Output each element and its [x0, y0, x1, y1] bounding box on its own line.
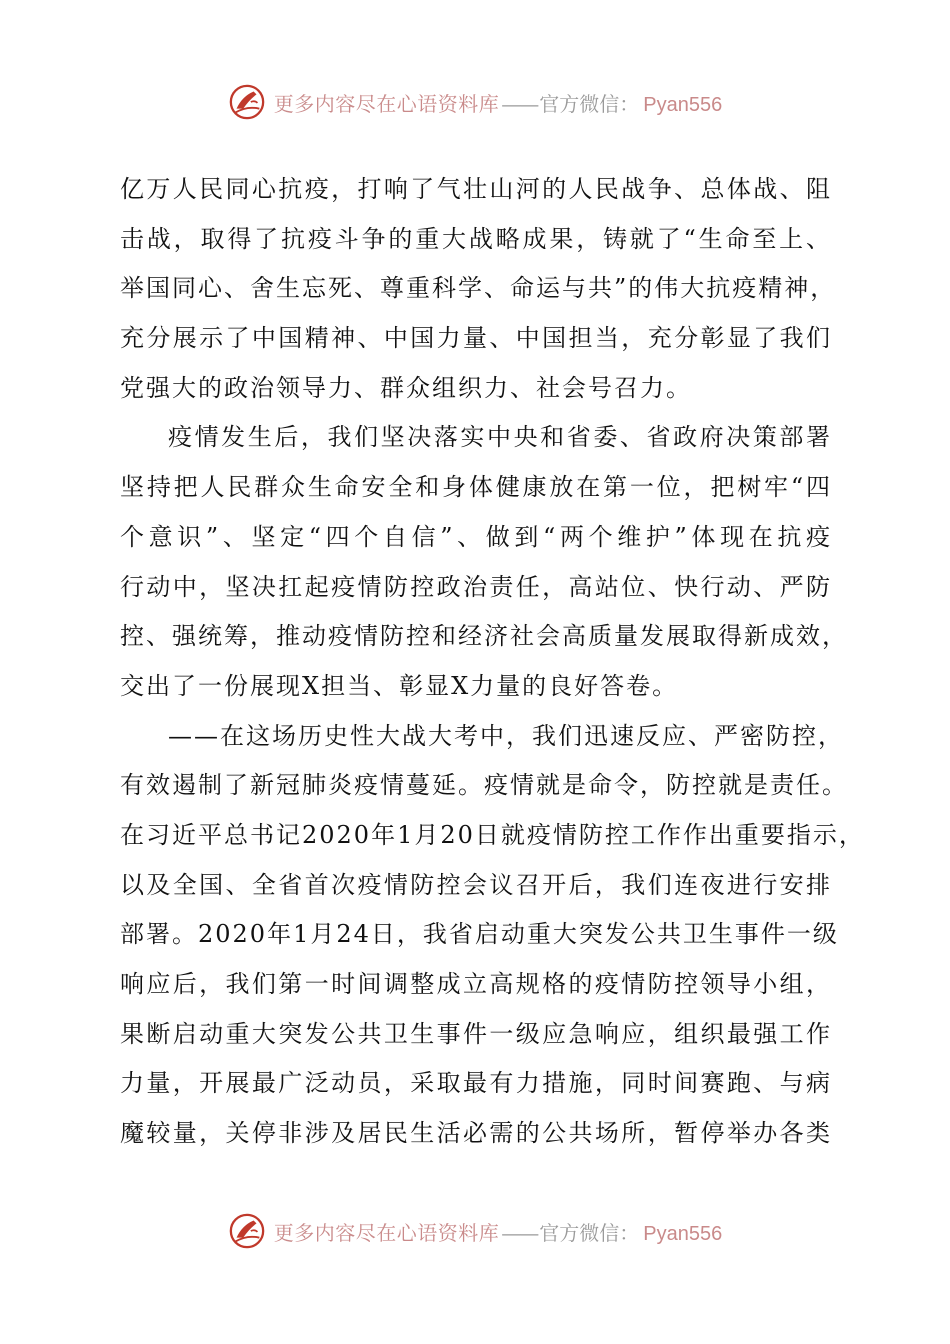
- text-line: 有效遏制了新冠肺炎疫情蔓延。疫情就是命令，防控就是责任。: [120, 771, 848, 800]
- footer-banner-text: [274, 1217, 722, 1246]
- text-line: 以及全国、全省首次疫情防控会议召开后，我们连夜进行安排: [120, 870, 832, 899]
- text-line: 亿万人民同心抗疫，打响了气壮山河的人民战争、总体战、阻: [120, 175, 832, 203]
- text-line: 个意识”、坚定“四个自信”、做到“两个维护”体现在抗疫: [120, 522, 832, 551]
- text-line: 击战，取得了抗疫斗争的重大战略成果，铸就了“生命至上、: [120, 224, 832, 253]
- header-site-text: 更多内容尽在心语资料库: [273, 91, 500, 116]
- text-line: 疫情发生后，我们坚决落实中央和省委、省政府决策部署: [168, 423, 832, 452]
- text-line: 魔较量，关停非涉及居民生活必需的公共场所，暂停举办各类: [120, 1119, 832, 1148]
- footer-dash: ——: [501, 1220, 538, 1245]
- footer-banner: [0, 1209, 950, 1253]
- header-banner: [0, 80, 950, 124]
- text-line: 举国同心、舍生忘死、尊重科学、命运与共”的伟大抗疫精神，: [120, 274, 837, 303]
- text-line: 充分展示了中国精神、中国力量、中国担当，充分彰显了我们: [120, 324, 832, 353]
- writing-hand-logo-icon: [228, 83, 266, 121]
- text-line: 果断启动重大突发公共卫生事件一级应急响应，组织最强工作: [120, 1019, 832, 1048]
- text-line: 党强大的政治领导力、群众组织力、社会号召力。: [120, 373, 692, 402]
- footer-wechat-id: Pyan556: [643, 1222, 723, 1245]
- text-line: 响应后，我们第一时间调整成立高规格的疫情防控领导小组，: [120, 970, 832, 998]
- footer-colon: ：: [619, 1220, 640, 1245]
- document-body: [120, 165, 865, 1159]
- text-line: 交出了一份展现X担当、彰显X力量的良好答卷。: [120, 671, 679, 700]
- footer-wechat-label: 官方微信: [539, 1220, 620, 1245]
- text-line: 部署。2020年1月24日，我省启动重大突发公共卫生事件一级: [120, 920, 839, 949]
- text-line: ——在这场历史性大战大考中，我们迅速反应、严密防控，: [168, 721, 844, 750]
- text-line: 行动中，坚决扛起疫情防控政治责任，高站位、快行动、严防: [120, 572, 832, 601]
- writing-hand-logo-icon: [228, 1212, 266, 1250]
- header-dash: ——: [501, 91, 538, 116]
- text-line: 力量，开展最广泛动员，采取最有力措施，同时间赛跑、与病: [120, 1069, 832, 1098]
- text-line: 控、强统筹，推动疫情防控和经济社会高质量发展取得新成效，: [120, 622, 848, 651]
- header-wechat-id: Pyan556: [643, 93, 723, 116]
- header-banner-text: [274, 88, 722, 117]
- header-wechat-label: 官方微信: [539, 91, 620, 116]
- header-colon: ：: [619, 91, 640, 116]
- text-line: 在习近平总书记2020年1月20日就疫情防控工作作出重要指示，: [120, 820, 865, 849]
- text-line: 坚持把人民群众生命安全和身体健康放在第一位，把树牢“四: [120, 473, 832, 502]
- footer-site-text: 更多内容尽在心语资料库: [273, 1220, 500, 1245]
